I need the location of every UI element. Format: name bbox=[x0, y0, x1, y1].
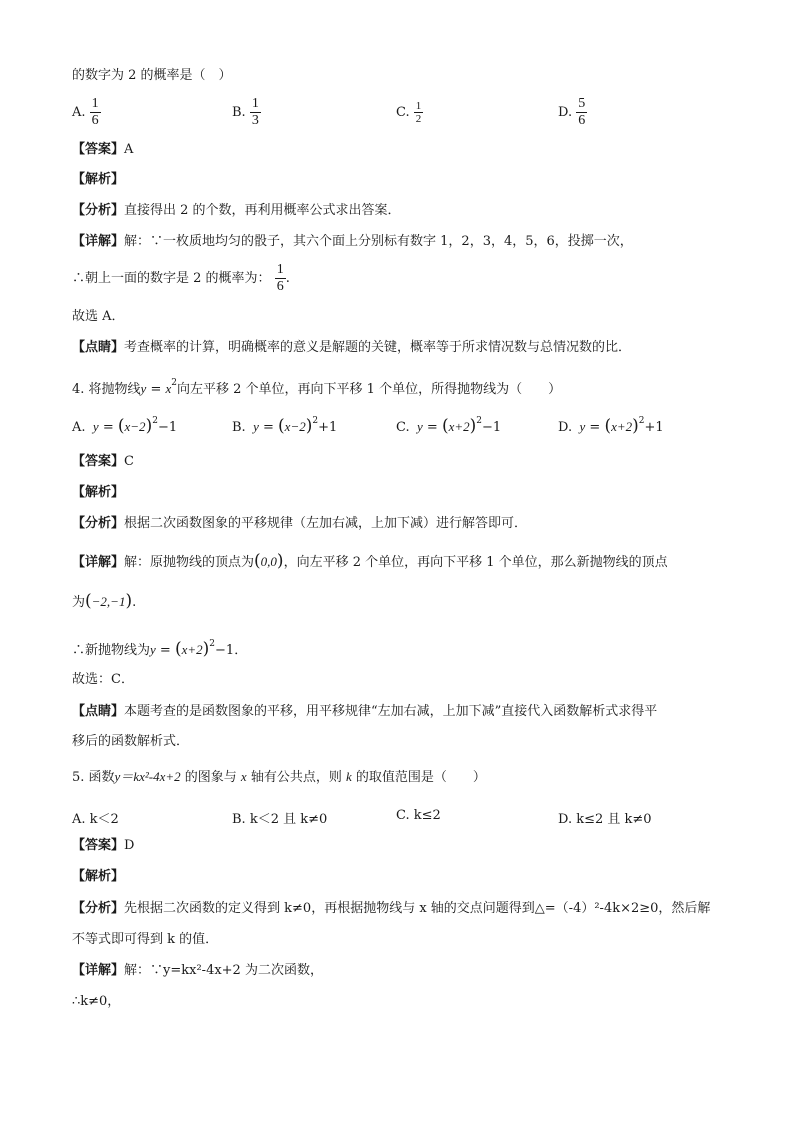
q4-answer: 【答案】C bbox=[72, 454, 134, 469]
q3-option-a[interactable]: A. $\frac{1}{6}$ bbox=[72, 96, 99, 128]
q3-stem: 的数字为 2 的概率是（ ） bbox=[72, 68, 232, 83]
q3-fenxi: 【分析】直接得出 2 的个数，再利用概率公式求出答案． bbox=[72, 203, 401, 218]
q4-stem: 4. 将抛物线$y = x^2$向左平移 2 个单位，再向下平移 1 个单位，所得抛物线为（ ） bbox=[72, 378, 562, 397]
q3-answer: 【答案】A bbox=[72, 142, 134, 157]
q5-stem: 5. 函数y＝kx²-4x+2 的图象与 x 轴有公共点，则 k 的取值范围是（ ） bbox=[72, 769, 486, 785]
q5-answer: 【答案】D bbox=[72, 838, 135, 853]
q5-xiangjie-2: ∴k≠0， bbox=[72, 994, 121, 1009]
q3-option-b[interactable]: B. $\frac{1}{3}$ bbox=[232, 96, 259, 128]
q5-xiangjie-1: 【详解】解：∵y=kx²-4x+2 为二次函数， bbox=[72, 963, 323, 978]
q4-option-c[interactable]: C. $y = (x+2)^2-1$ bbox=[396, 416, 502, 436]
q4-option-d[interactable]: D. $y = (x+2)^2+1$ bbox=[558, 416, 664, 436]
q4-option-b[interactable]: B. $y = (x-2)^2+1$ bbox=[232, 416, 338, 436]
q3-option-d[interactable]: D. $\frac{5}{6}$ bbox=[558, 96, 586, 128]
q3-xiangjie-2: ∴朝上一面的数字是 2 的概率为： $\frac{1}{6}$ . bbox=[72, 262, 290, 294]
q4-xiangjie-2: 为(−2,−1). bbox=[72, 591, 137, 611]
q4-analysis-tag: 【解析】 bbox=[72, 485, 125, 500]
q5-option-d[interactable]: D. k≤2 且 k≠0 bbox=[558, 812, 652, 827]
q4-dianjing-2: 移后的函数解析式． bbox=[72, 734, 190, 749]
q3-guxuan: 故选 A． bbox=[72, 309, 125, 324]
q4-fenxi: 【分析】根据二次函数图象的平移规律（左加右减，上加下减）进行解答即可． bbox=[72, 516, 528, 531]
q3-xiangjie-1: 【详解】解：∵一枚质地均匀的骰子，其六个面上分别标有数字 1，2，3，4，5，6，投掷一次， bbox=[72, 234, 633, 249]
q4-xiangjie-3: ∴新抛物线为$y = (x+2)^2-1$． bbox=[72, 639, 248, 659]
q5-option-c[interactable]: C. k≤2 bbox=[396, 808, 441, 823]
fraction: $\frac{5}{6}$ bbox=[578, 96, 586, 128]
q5-fenxi-1: 【分析】先根据二次函数的定义得到 k≠0，再根据抛物线与 x 轴的交点问题得到△=（-4）²-4k×2≥0，然后解 bbox=[72, 901, 711, 916]
q5-option-b[interactable]: B. k＜2 且 k≠0 bbox=[232, 812, 328, 827]
q5-analysis-tag: 【解析】 bbox=[72, 869, 125, 884]
q5-option-a[interactable]: A. k＜2 bbox=[72, 812, 119, 827]
q4-xiangjie-1: 【详解】解：原抛物线的顶点为(0,0)，向左平移 2 个单位，再向下平移 1 个单位，那么新抛物线的顶点 bbox=[72, 551, 668, 571]
fraction: $\frac{1}{6}$ bbox=[91, 96, 99, 128]
q3-dianjing: 【点睛】考查概率的计算，明确概率的意义是解题的关键，概率等于所求情况数与总情况数的比． bbox=[72, 340, 632, 355]
q3-option-c[interactable]: C. $\frac{1}{2}$ bbox=[396, 100, 422, 125]
q4-option-a[interactable]: A. $y = (x-2)^2-1$ bbox=[72, 416, 178, 436]
fraction: $\frac{1}{6}$ bbox=[276, 262, 284, 294]
q4-guxuan: 故选：C． bbox=[72, 672, 134, 687]
q4-dianjing-1: 【点睛】本题考查的是函数图象的平移，用平移规律“左加右减，上加下减”直接代入函数解析式求得平 bbox=[72, 704, 658, 719]
fraction: $\frac{1}{3}$ bbox=[251, 96, 259, 128]
q5-fenxi-2: 不等式即可得到 k 的值． bbox=[72, 932, 219, 947]
fraction: $\frac{1}{2}$ bbox=[415, 100, 422, 125]
q3-analysis-tag: 【解析】 bbox=[72, 172, 125, 187]
